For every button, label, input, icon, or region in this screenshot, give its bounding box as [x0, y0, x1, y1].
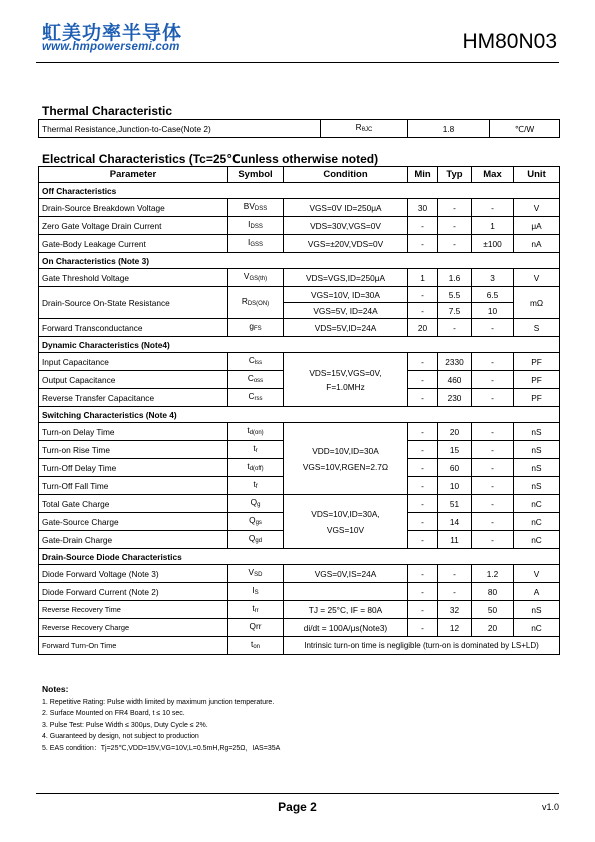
col-header-unit: Unit	[514, 167, 560, 183]
table-cell: -	[408, 287, 438, 303]
col-header-typ: Typ	[438, 167, 472, 183]
table-cell: nS	[514, 459, 560, 477]
table-cell: IDSS	[228, 217, 284, 235]
table-cell: Reverse Recovery Time	[39, 601, 228, 619]
table-cell: IS	[228, 583, 284, 601]
thermal-section-title: Thermal Characteristic	[42, 104, 173, 118]
table-cell: -	[438, 235, 472, 253]
group-row-off	[39, 183, 560, 199]
table-cell: VGS=0V ID=250μA	[284, 199, 408, 217]
table-cell: Gate-Source Charge	[39, 513, 228, 531]
table-cell: Total Gate Charge	[39, 495, 228, 513]
table-cell: Switching Characteristics (Note 4)	[39, 407, 560, 423]
table-cell: Drain-Source Diode Characteristics	[39, 549, 560, 565]
table-cell: Gate-Body Leakage Current	[39, 235, 228, 253]
table-cell: -	[472, 495, 514, 513]
table-cell: tr	[228, 441, 284, 459]
table-cell: Input Capacitance	[39, 353, 228, 371]
table-cell: nC	[514, 619, 560, 637]
table-cell: 1.6	[438, 269, 472, 287]
table-cell: tf	[228, 477, 284, 495]
table-cell: VDS=VGS,ID=250μA	[284, 269, 408, 287]
table-cell: 12	[438, 619, 472, 637]
table-cell: -	[408, 389, 438, 407]
version-label: v1.0	[541, 802, 559, 812]
table-row	[39, 319, 560, 337]
table-cell: Diode Forward Voltage (Note 3)	[39, 565, 228, 583]
table-cell: RDS(ON)	[228, 287, 284, 319]
page-number: Page 2	[278, 800, 317, 814]
table-cell: 460	[438, 371, 472, 389]
table-cell: -	[472, 199, 514, 217]
table-cell: Forward Turn-On Time	[39, 637, 228, 655]
col-header-min: Min	[408, 167, 438, 183]
table-cell: -	[472, 319, 514, 337]
col-header-max: Max	[472, 167, 514, 183]
electrical-table	[38, 166, 560, 655]
table-cell: nS	[514, 441, 560, 459]
table-cell: nC	[514, 495, 560, 513]
table-row	[39, 583, 560, 601]
notes-title: Notes:	[42, 684, 69, 694]
table-cell: -	[438, 583, 472, 601]
table-row	[39, 423, 560, 441]
table-cell: VSD	[228, 565, 284, 583]
table-cell: -	[408, 303, 438, 319]
group-row-dynamic	[39, 337, 560, 353]
table-cell: 10	[438, 477, 472, 495]
thermal-unit: ℃/W	[490, 120, 560, 138]
electrical-section-title: Electrical Characteristics (Tc=25℃unless otherwise noted)	[42, 152, 379, 166]
table-cell: Qrr	[228, 619, 284, 637]
table-cell: VGS=5V, ID=24A	[284, 303, 408, 319]
table-cell: Zero Gate Voltage Drain Current	[39, 217, 228, 235]
table-cell: Reverse Transfer Capacitance	[39, 389, 228, 407]
table-cell: Forward Transconductance	[39, 319, 228, 337]
note-item: 1. Repetitive Rating: Pulse width limited by maximum junction temperature.	[42, 698, 275, 706]
table-cell: -	[472, 531, 514, 549]
table-cell: -	[408, 441, 438, 459]
table-cell: -	[438, 319, 472, 337]
table-cell: 30	[408, 199, 438, 217]
table-cell: nC	[514, 531, 560, 549]
table-cell: On Characteristics (Note 3)	[39, 253, 560, 269]
table-cell: TJ = 25°C, IF = 80A	[284, 601, 408, 619]
table-cell: Drain-Source On-State Resistance	[39, 287, 228, 319]
table-cell: V	[514, 565, 560, 583]
table-cell: PF	[514, 353, 560, 371]
table-cell: 80	[472, 583, 514, 601]
table-cell: PF	[514, 389, 560, 407]
table-row	[39, 217, 560, 235]
table-row	[39, 495, 560, 513]
table-cell: gFS	[228, 319, 284, 337]
group-row-switching	[39, 407, 560, 423]
part-number: HM80N03	[462, 30, 557, 53]
table-cell: -	[472, 441, 514, 459]
table-cell: VDD=10V,ID=30A VGS=10V,RGEN=2.7Ω	[284, 423, 408, 495]
table-cell: 7.5	[438, 303, 472, 319]
table-cell: -	[408, 217, 438, 235]
table-cell: 6.5	[472, 287, 514, 303]
table-cell: 20	[408, 319, 438, 337]
group-row-on	[39, 253, 560, 269]
thermal-symbol: RθJC	[321, 120, 408, 138]
table-cell: S	[514, 319, 560, 337]
table-cell: 51	[438, 495, 472, 513]
table-cell: -	[408, 477, 438, 495]
table-cell: Qg	[228, 495, 284, 513]
table-cell: 32	[438, 601, 472, 619]
table-cell: 50	[472, 601, 514, 619]
table-cell: -	[472, 423, 514, 441]
table-cell: A	[514, 583, 560, 601]
footer-divider	[36, 793, 559, 794]
table-cell: 14	[438, 513, 472, 531]
table-cell: -	[438, 217, 472, 235]
table-cell: nA	[514, 235, 560, 253]
table-cell: Drain-Source Breakdown Voltage	[39, 199, 228, 217]
table-header-row	[39, 167, 560, 183]
table-cell: Diode Forward Current (Note 2)	[39, 583, 228, 601]
table-cell: 60	[438, 459, 472, 477]
table-row	[39, 269, 560, 287]
table-row	[39, 637, 560, 655]
table-cell: VGS=±20V,VDS=0V	[284, 235, 408, 253]
table-cell: -	[472, 353, 514, 371]
table-cell: 20	[438, 423, 472, 441]
table-cell: -	[408, 583, 438, 601]
col-header-symbol: Symbol	[228, 167, 284, 183]
table-cell: VGS(th)	[228, 269, 284, 287]
table-cell: -	[408, 423, 438, 441]
table-cell: Turn-on Rise Time	[39, 441, 228, 459]
table-cell: 3	[472, 269, 514, 287]
table-cell: nS	[514, 423, 560, 441]
table-cell: μA	[514, 217, 560, 235]
table-cell: nS	[514, 477, 560, 495]
table-row	[39, 120, 560, 138]
table-cell: VDS=30V,VGS=0V	[284, 217, 408, 235]
table-cell: -	[408, 353, 438, 371]
table-cell: 230	[438, 389, 472, 407]
header-divider	[36, 62, 559, 63]
table-cell: 1	[408, 269, 438, 287]
table-cell: Gate Threshold Voltage	[39, 269, 228, 287]
table-cell: VGS=0V,IS=24A	[284, 565, 408, 583]
table-cell: 10	[472, 303, 514, 319]
table-cell: VDS=15V,VGS=0V, F=1.0MHz	[284, 353, 408, 407]
table-cell: -	[472, 477, 514, 495]
group-row-diode	[39, 549, 560, 565]
table-cell: Turn-Off Delay Time	[39, 459, 228, 477]
table-cell: -	[438, 199, 472, 217]
table-cell: -	[408, 601, 438, 619]
table-row	[39, 199, 560, 217]
table-row	[39, 565, 560, 583]
table-cell: Turn-on Delay Time	[39, 423, 228, 441]
table-cell: -	[472, 371, 514, 389]
company-logo-chinese: 虹美功率半导体	[42, 22, 183, 44]
table-cell: Crss	[228, 389, 284, 407]
table-row	[39, 353, 560, 371]
col-header-condition: Condition	[284, 167, 408, 183]
table-cell: -	[408, 495, 438, 513]
table-cell: VDS=5V,ID=24A	[284, 319, 408, 337]
col-header-parameter: Parameter	[39, 167, 228, 183]
table-cell: di/dt = 100A/μs(Note3)	[284, 619, 408, 637]
table-cell: -	[408, 513, 438, 531]
table-cell: -	[472, 389, 514, 407]
table-cell: trr	[228, 601, 284, 619]
table-cell: 1.2	[472, 565, 514, 583]
table-row	[39, 601, 560, 619]
table-cell: ton	[228, 637, 284, 655]
table-cell: VGS=10V, ID=30A	[284, 287, 408, 303]
table-cell: Turn-Off Fall Time	[39, 477, 228, 495]
table-cell: Coss	[228, 371, 284, 389]
table-cell: Output Capacitance	[39, 371, 228, 389]
table-cell: -	[408, 371, 438, 389]
table-cell: Off Characteristics	[39, 183, 560, 199]
table-cell: mΩ	[514, 287, 560, 319]
table-cell: 15	[438, 441, 472, 459]
table-cell: -	[408, 235, 438, 253]
table-cell: -	[408, 459, 438, 477]
table-cell: Qgs	[228, 513, 284, 531]
table-cell: -	[472, 459, 514, 477]
table-cell: IGSS	[228, 235, 284, 253]
note-item: 2. Surface Mounted on FR4 Board, t ≤ 10 sec.	[42, 710, 185, 717]
notes-section	[42, 684, 280, 754]
table-cell: Reverse Recovery Charge	[39, 619, 228, 637]
note-item: 4. Guaranteed by design, not subject to production	[42, 733, 199, 740]
table-cell: BVDSS	[228, 199, 284, 217]
table-cell: 11	[438, 531, 472, 549]
table-cell: Clss	[228, 353, 284, 371]
table-row	[39, 235, 560, 253]
table-cell: -	[408, 565, 438, 583]
table-cell: 20	[472, 619, 514, 637]
table-cell: Gate-Drain Charge	[39, 531, 228, 549]
table-cell: td(off)	[228, 459, 284, 477]
table-cell: V	[514, 199, 560, 217]
table-cell: -	[438, 565, 472, 583]
table-cell: PF	[514, 371, 560, 389]
table-cell: td(on)	[228, 423, 284, 441]
note-item: 3. Pulse Test: Pulse Width ≤ 300μs, Duty Cycle ≤ 2%.	[42, 721, 208, 729]
table-cell	[284, 583, 408, 601]
table-cell: nC	[514, 513, 560, 531]
table-cell: 2330	[438, 353, 472, 371]
thermal-parameter: Thermal Resistance,Junction-to-Case(Note 2)	[39, 120, 321, 138]
table-cell: Qgd	[228, 531, 284, 549]
table-row	[39, 287, 560, 303]
table-cell: VDS=10V,ID=30A, VGS=10V	[284, 495, 408, 549]
table-cell: -	[408, 619, 438, 637]
table-cell: -	[408, 531, 438, 549]
company-url: www.hmpowersemi.com	[42, 41, 180, 53]
thermal-table	[38, 119, 560, 138]
table-cell: Intrinsic turn-on time is negligible (turn-on is dominated by LS+LD)	[284, 637, 560, 655]
thermal-value: 1.8	[408, 120, 490, 138]
note-item: 5. EAS condition：Tj=25℃,VDD=15V,VG=10V,L=0.5mH,Rg=25Ω，IAS=35A	[42, 744, 281, 752]
table-cell: -	[472, 513, 514, 531]
table-cell: V	[514, 269, 560, 287]
table-cell: Dynamic Characteristics (Note4)	[39, 337, 560, 353]
table-cell: 5.5	[438, 287, 472, 303]
table-cell: nS	[514, 601, 560, 619]
table-cell: 1	[472, 217, 514, 235]
table-cell: ±100	[472, 235, 514, 253]
table-row	[39, 619, 560, 637]
